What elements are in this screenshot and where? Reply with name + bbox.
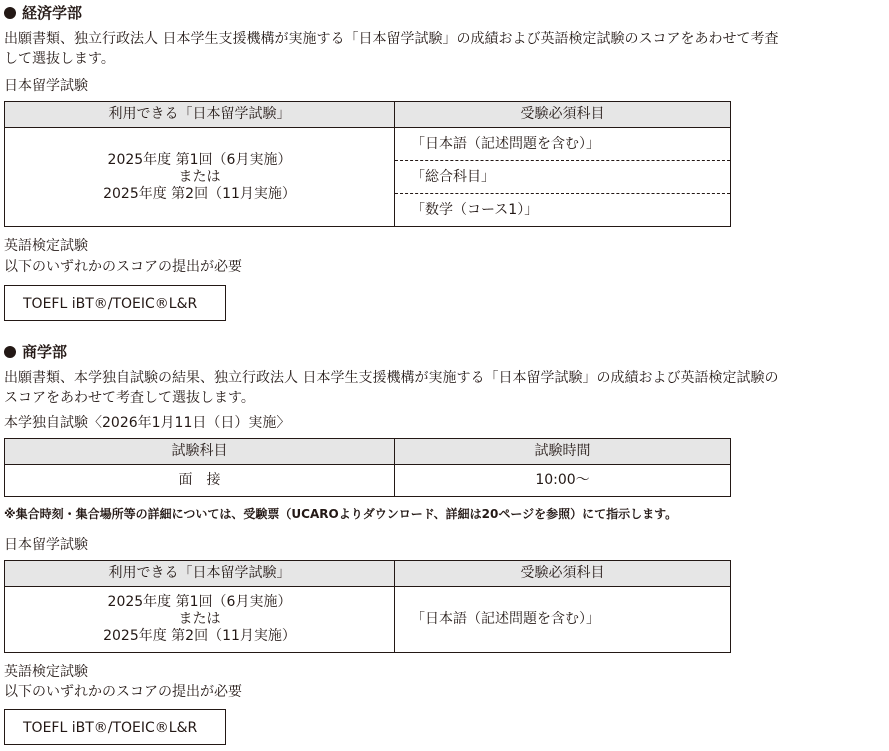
session-line: 2025年度 第1回（6月実施） [107, 594, 292, 610]
subject-item: 「数学（コース1）」 [395, 193, 730, 226]
commerce-desc-line2: スコアをあわせて考査して選抜します。 [4, 390, 255, 406]
commerce-eju-table [4, 560, 731, 653]
economics-eju-table [4, 101, 731, 227]
session-line: 2025年度 第2回（11月実施） [103, 185, 296, 202]
economics-desc-line2: して選抜します。 [4, 51, 115, 67]
session-line: 2025年度 第2回（11月実施） [103, 628, 296, 644]
subject-item: 「総合科目」 [395, 160, 730, 193]
economics-heading: 経済学部 [4, 4, 82, 23]
bullet-icon [4, 346, 16, 358]
economics-english-note: 以下のいずれかのスコアの提出が必要 [4, 259, 242, 275]
subject-item: 「日本語（記述問題を含む）」 [411, 136, 600, 152]
bullet-icon [4, 7, 16, 19]
economics-english-label: 英語検定試験 [4, 238, 88, 254]
table-header: 利用できる「日本留学試験」 [5, 561, 395, 587]
commerce-english-score-box: TOEFL iBT®/TOEIC®L&R [4, 709, 226, 745]
session-or: または [178, 168, 221, 185]
commerce-english-label: 英語検定試験 [4, 664, 88, 680]
eju-sessions-cell [5, 128, 395, 227]
commerce-note: ※集合時刻・集合場所等の詳細については、受験票（UCAROよりダウンロード、詳細は20ページを参照）にて指示します。 [4, 507, 678, 521]
economics-english-score-box: TOEFL iBT®/TOEIC®L&R [4, 285, 226, 321]
session-or: または [178, 611, 221, 627]
table-header: 利用できる「日本留学試験」 [5, 102, 395, 128]
exam-time-cell: 10:00〜 [395, 465, 731, 497]
commerce-own-exam-label: 本学独自試験〈2026年1月11日（日）実施〉 [4, 415, 291, 431]
table-header: 試験時間 [395, 439, 731, 465]
commerce-heading: 商学部 [4, 343, 67, 362]
economics-eju-label: 日本留学試験 [4, 78, 88, 94]
commerce-own-exam-table [4, 438, 731, 497]
table-header: 受験必須科目 [395, 102, 731, 128]
exam-subject-cell: 面 接 [5, 465, 395, 497]
commerce-eju-label: 日本留学試験 [4, 537, 88, 553]
table-header: 試験科目 [5, 439, 395, 465]
table-header: 受験必須科目 [395, 561, 731, 587]
eju-sessions-cell [5, 587, 395, 653]
commerce-english-note: 以下のいずれかのスコアの提出が必要 [4, 684, 242, 700]
session-line: 2025年度 第1回（6月実施） [107, 151, 292, 168]
commerce-desc-line1: 出願書類、本学独自試験の結果、独立行政法人 日本学生支援機構が実施する「日本留学試験」の成績および英語検定試験の [4, 370, 779, 386]
required-subject-cell: 「日本語（記述問題を含む）」 [395, 587, 731, 653]
economics-desc-line1: 出願書類、独立行政法人 日本学生支援機構が実施する「日本留学試験」の成績および英語検定試験のスコアをあわせて考査 [4, 31, 779, 47]
required-subjects-cell [395, 128, 731, 227]
